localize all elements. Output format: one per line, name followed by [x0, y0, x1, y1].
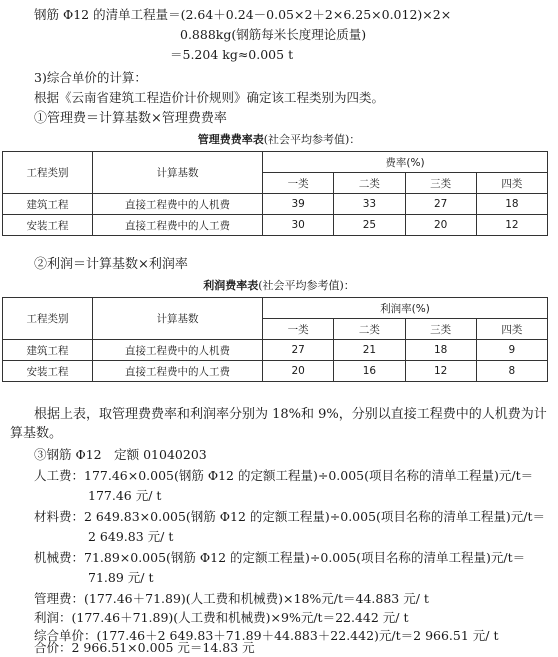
- profit-formula: ②利润＝计算基数×利润率: [34, 257, 188, 272]
- table1-cell: 27: [405, 194, 476, 215]
- table-row: [3, 361, 548, 382]
- management-fee-table: [2, 151, 548, 236]
- table2-row-type: 安装工程: [3, 361, 93, 382]
- table-row: [3, 194, 548, 215]
- total-price-line: 合价：2 966.51×0.005 元＝14.83 元: [34, 640, 255, 655]
- table1-class: 一类: [263, 173, 334, 194]
- table1-cell: 30: [263, 215, 334, 236]
- table1-cell: 20: [405, 215, 476, 236]
- table-row: [3, 340, 548, 361]
- summary-paragraph: 根据上表，取管理费费率和利润率分别为 18%和 9%，分别以直接工程费中的人机费为计算基数。: [10, 407, 547, 441]
- material-cost-result: 2 649.83 元/ t: [88, 529, 174, 544]
- table1-row-type: 安装工程: [3, 215, 93, 236]
- rebar-quota-heading: ③钢筋 Φ12 定额 01040203: [34, 447, 207, 462]
- table1-class: 二类: [334, 173, 405, 194]
- table2-cell: 18: [405, 340, 476, 361]
- table1-class: 三类: [405, 173, 476, 194]
- table2-class: 二类: [334, 319, 405, 340]
- profit-line: 利润：(177.46＋71.89)(人工费和机械费)×9%元/t＝22.442 元/ t: [34, 610, 409, 625]
- table2-cell: 21: [334, 340, 405, 361]
- table1-title-rest: (社会平均参考值)：: [263, 133, 361, 146]
- table2-title-bold: 利润费率表: [203, 279, 259, 292]
- table1-header-type: 工程类别: [3, 152, 93, 194]
- table1-row-base: 直接工程费中的人工费: [93, 215, 263, 236]
- table2-title: [0, 279, 558, 293]
- table1-header-rate: 费率(%): [263, 152, 548, 173]
- management-fee-formula: ①管理费＝计算基数×管理费费率: [34, 111, 227, 126]
- table2-header-base: 计算基数: [93, 298, 263, 340]
- table2-cell: 8: [476, 361, 547, 382]
- table1-header-base: 计算基数: [93, 152, 263, 194]
- category-statement: 根据《云南省建筑工程造价计价规则》确定该工程类别为四类。: [34, 90, 385, 105]
- table1-cell: 12: [476, 215, 547, 236]
- table1-title: [0, 133, 558, 147]
- unit-price-line: 综合单价：(177.46＋2 649.83＋71.89＋44.883＋22.442)元/t＝2 966.51 元/ t: [34, 628, 499, 643]
- table1-class: 四类: [476, 173, 547, 194]
- table1-cell: 18: [476, 194, 547, 215]
- table2-class: 四类: [476, 319, 547, 340]
- profit-rate-table: [2, 297, 548, 382]
- table2-cell: 9: [476, 340, 547, 361]
- table2-cell: 12: [405, 361, 476, 382]
- table1-cell: 33: [334, 194, 405, 215]
- rebar-quantity-line-1: 钢筋 Φ12 的清单工程量＝(2.64＋0.24－0.05×2＋2×6.25×0.012)×2×: [34, 7, 452, 22]
- table2-cell: 27: [263, 340, 334, 361]
- table1-title-bold: 管理费费率表: [197, 133, 264, 146]
- table2-header-type: 工程类别: [3, 298, 93, 340]
- section-heading: 3)综合单价的计算：: [34, 70, 147, 85]
- table2-row-type: 建筑工程: [3, 340, 93, 361]
- labor-cost-result: 177.46 元/ t: [88, 488, 162, 503]
- rebar-quantity-line-2: 0.888kg(钢筋每米长度理论质量): [180, 27, 367, 42]
- table2-cell: 20: [263, 361, 334, 382]
- table2-row-base: 直接工程费中的人工费: [93, 361, 263, 382]
- table1-row-type: 建筑工程: [3, 194, 93, 215]
- table1-cell: 25: [334, 215, 405, 236]
- table2-cell: 16: [334, 361, 405, 382]
- rebar-quantity-line-3: ＝5.204 kg≈0.005 t: [170, 47, 294, 62]
- table2-title-rest: (社会平均参考值)：: [258, 279, 355, 292]
- machinery-cost-line: 机械费：71.89×0.005(钢筋 Φ12 的定额工程量)÷0.005(项目名称的清单工程量)元/t＝: [34, 550, 526, 565]
- table-row: [3, 215, 548, 236]
- machinery-cost-result: 71.89 元/ t: [88, 570, 154, 585]
- material-cost-line: 材料费：2 649.83×0.005(钢筋 Φ12 的定额工程量)÷0.005(项目名称的清单工程量)元/t＝: [34, 509, 546, 524]
- labor-cost-line: 人工费：177.46×0.005(钢筋 Φ12 的定额工程量)÷0.005(项目名称的清单工程量)元/t＝: [34, 468, 534, 483]
- table1-row-base: 直接工程费中的人机费: [93, 194, 263, 215]
- table1-cell: 39: [263, 194, 334, 215]
- table2-row-base: 直接工程费中的人机费: [93, 340, 263, 361]
- management-fee-line: 管理费：(177.46＋71.89)(人工费和机械费)×18%元/t＝44.883 元/ t: [34, 591, 429, 606]
- table2-header-rate: 利润率(%): [263, 298, 548, 319]
- table2-class: 一类: [263, 319, 334, 340]
- table2-class: 三类: [405, 319, 476, 340]
